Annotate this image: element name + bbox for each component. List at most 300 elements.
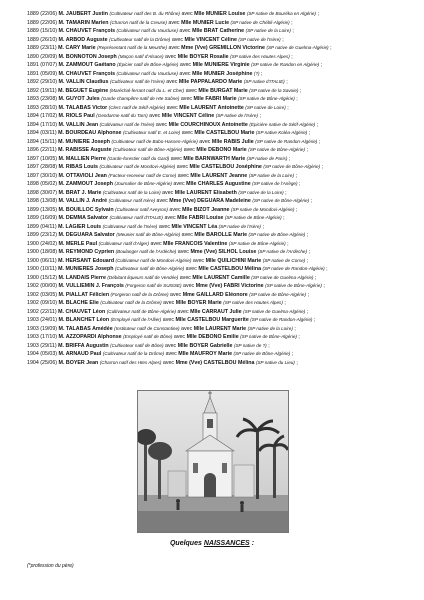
entry-date: 1897 (28/08) [27,164,58,170]
connector: avec [149,113,161,119]
bride-note: (SP native de l'Isère) [215,113,259,118]
bride-note: (SP native de Bône-Algérie) [249,291,306,297]
line-end: ; [306,257,309,264]
line-end: ; [299,87,302,94]
connector: avec [165,351,177,357]
bride-note: (SP native de Paris) [246,155,288,161]
bride-note: (?) [253,70,260,76]
connector: avec [165,342,177,349]
groom-note: (Épicier natif de Bône-Algérie) [117,62,179,67]
section-prefix: Quelques [169,540,202,547]
connector: avec [177,172,189,179]
bride-name: Mlle MUNIER Louise [194,11,246,17]
connector: avec [177,249,189,255]
bride-note: (SP native de la Loire) [247,325,293,331]
connector: avec [173,181,185,187]
entry-date: 1904 (25/06) [27,359,58,366]
connector: avec [170,155,182,162]
marriage-entry [27,291,422,300]
marriage-entry [27,316,422,325]
groom-note: (Maréchal-ferrant natif du L. et Cher) [109,87,185,93]
groom-name: M. BLACHE Elie [58,300,99,306]
entry-date: 1898 (05/02) [27,181,58,187]
line-end: ; [310,198,313,204]
entry-date: 1900 (18/08) [27,249,58,255]
line-end: ; [330,45,332,51]
marriage-entry [27,333,422,342]
bride-name: Mlle CASTELBOU Marguerite [175,317,249,323]
groom-name: M. RIBAS Louis [58,164,98,170]
groom-name: M. MUNIERE Joseph [58,138,110,145]
line-end: ; [285,189,287,196]
bride-name: Mlle MAUFROY Marie [178,351,233,357]
bride-note: (SP native de Bône-Algérie) [263,164,321,169]
entry-date: 1902 (22/11) [27,308,57,315]
entry-date: 1893 (23/08) [27,96,58,102]
entry-date: 1898 (13/08) [27,198,58,204]
bride-name: Mlle BURGAT Marie [198,87,248,94]
line-end: ; [291,351,294,357]
entry-date: 1893 (28/10) [27,104,58,111]
marriage-entry [27,240,422,249]
marriage-entry [27,214,422,223]
bride-note: (SP native de Bône-Algérie) [240,334,297,339]
entry-date: 1900 (15/12) [27,274,58,281]
groom-name: M. OTTAVIOLI Jean [58,172,107,179]
bride-note: (SP native de Guelma-Algérie) [251,274,314,280]
line-end: ; [292,28,294,34]
bride-name: Mme (Vve) DEGUARA Madeleine [169,198,251,204]
connector: avec [150,240,162,247]
entry-date: 1894 (03/11) [27,130,57,136]
bride-note: (SP native de ?) [233,342,267,348]
bride-name: Mme (Vve) GREMILLON Victorine [181,45,265,51]
church-illustration [138,391,288,532]
marriage-entry [27,248,422,257]
line-end: ; [296,359,298,366]
groom-name: M. LANDAIS Pierre [58,274,106,281]
groom-name: M. BONNOTON Joseph [58,53,117,60]
entry-date: 1902 (09/10) [27,300,58,306]
bride-note: (SP native de l'Isère) [218,223,261,229]
line-end: ; [268,342,270,349]
groom-note: (Clerc natif de Sétif-Algérie) [108,104,166,110]
line-end: ; [307,291,309,298]
bride-name: Mlle CASTELBOU Mélina [198,266,262,272]
groom-name: M. CHAUVET François [58,70,116,77]
groom-name: M. ARBOD Auguste [58,36,108,43]
groom-note: (Cultivateur natif de Babo-Hassen-Algérie) [111,138,198,144]
groom-name: M. BRAT J. Marie [58,189,102,196]
bride-note: (SP native de Mondovi-Algérie) [230,206,295,212]
bride-note: (SP native des Hautes Alpes) [230,53,290,59]
groom-name: M. MUNIERES Joseph [58,266,114,272]
groom-name: M. TAMARIN Marien [58,19,109,26]
bride-name: Mlle CHARLES Augustine [186,181,251,187]
entry-date: 1900 (10/11) [27,266,57,272]
entry-date: 1890 (20/09) [27,53,58,60]
bride-name: Mlle BIZOT Jeanne [182,206,230,213]
groom-note: (Employé natif de l'Allier) [110,317,162,322]
footnote: (*profession du père) [27,563,74,569]
bride-name: Mlle VINCENT Céline [161,113,215,119]
connector: avec [155,121,168,128]
connector: avec [185,87,197,94]
bride-name: Mlle RABIS Julie [211,138,254,145]
entry-date: 1897 (30/10) [27,172,58,179]
entry-date: 1902 (03/05) [27,291,58,298]
bride-name: Mlle CARRAUT Julie [190,308,242,315]
groom-note: (Instituteur natif de Constantine) [114,325,180,331]
groom-note: (Journalier de Bône-Algérie) [114,181,172,186]
groom-note: (Garde champêtre natif de Hte Saône) [101,96,180,101]
marriage-entry [27,257,422,266]
groom-note: (Cultivateur natif de Bône) [110,342,164,348]
entry-date: 1889 (26/10) [27,36,58,43]
line-end: ; [308,130,311,136]
groom-name: M. HERSANT Edouard [58,257,115,264]
bride-name: Mlle BRAT Catherine [192,28,245,34]
bride-name: Mme (Vve) SILHOL Louise [190,249,257,255]
groom-name: M. BOURDEAU Alphonse [58,130,122,136]
groom-name: M. LAGIER Louis [58,223,102,230]
connector: avec [179,274,191,281]
line-end: ; [299,181,301,187]
line-end: ; [259,113,261,119]
line-end: ; [321,164,324,170]
bride-note: (SP native de la Loire) [238,189,284,195]
connector: avec [158,223,171,230]
line-end: ; [286,79,288,85]
line-end: ; [294,325,296,332]
groom-name: M. GUYOT Jules [58,96,100,102]
entry-date: 1892 (29/10) [27,79,58,85]
connector: avec [181,130,193,136]
marriage-entry [27,87,422,96]
bride-name: Mlle MUNIERE Virginie [192,62,250,68]
line-end: ; [308,249,310,255]
line-end: ; [313,317,316,323]
line-end: ; [306,147,308,153]
bride-name: Mlle BOYER Gabrielle [177,342,233,349]
connector: avec [181,325,193,332]
marriage-entry [27,27,422,36]
line-end: ; [295,206,298,213]
marriage-entry [27,350,422,359]
bride-name: Mlle DEBONO Marie [196,147,247,153]
connector: avec [185,266,197,272]
groom-note: (Facteur-receveur natif de Corse) [108,172,177,178]
groom-note: (Débitant liqueurs natif de Vendée) [107,274,179,280]
groom-name: M. VALLIN J. André [58,198,108,204]
groom-note: (Garde-forestier natif du Gard) [107,155,170,161]
bride-note: (SP native de Bône-Algérie) [224,215,282,220]
entry-date: 1903 (17/10) [27,334,58,340]
entry-date: 1900 (24/02) [27,240,58,247]
entry-date: 1903 (24/01) [27,317,58,323]
line-end: ; [261,70,263,77]
groom-name: M. CARY Marie [58,45,96,51]
groom-name: M. TALABAS Victor [58,104,108,111]
bride-name: Mme (Vve) FABRI Victorine [195,283,264,289]
bride-name: Mlle MUNIER Joséphine [192,70,253,77]
marriage-entry [27,180,422,189]
connector: avec [179,62,192,68]
groom-note: (Cultivateur natif de Mondovi-Algérie) [115,257,192,263]
connector: avec [168,19,180,26]
groom-name: M. BLANCHET Léon [58,317,110,323]
groom-note: (Cultivateur natif Aveyron) [115,206,168,212]
bride-name: Mlle LAURENT Marie [193,325,247,332]
marriage-entry [27,129,422,138]
entry-date: 1899 (23/12) [27,232,58,238]
entry-date: 1889 (23/11) [27,45,57,51]
bride-name: Mlle MUNIER Lucie [181,19,230,26]
marriage-entry [27,223,422,232]
marriage-entry [27,274,422,283]
bride-name: Mlle FRANCOIS Valentine [163,240,228,247]
line-end: ; [314,274,317,281]
connector: avec [162,359,175,366]
marriage-entry [27,44,422,53]
bride-note: (SP native de Bône-Algérie) [233,351,291,356]
section-suffix: : [251,540,255,547]
bride-note: (SP native de Bouréka en Algérie) [246,11,316,16]
marriage-entry [27,265,422,274]
connector: avec [163,300,175,306]
groom-note: (Cultivateur natif d'Alger) [98,240,149,246]
line-end: ; [288,155,291,162]
bride-name: Mlle FABRI Marie [193,96,237,102]
entry-date: 1896 (22/11) [27,147,57,153]
groom-name: M. TALABAS Amédée [58,325,113,332]
bride-name: Mlle VINCENT Céline [184,36,237,43]
groom-name: M. DEGUARA Salvator [58,232,115,238]
connector: avec [165,53,177,60]
connector: avec [162,317,174,323]
marriage-entry [27,282,422,291]
groom-name: M. ARNAUD Paul [58,351,102,357]
connector: avec [183,147,195,153]
bride-name: Mlle BOYER Marie [175,300,222,306]
marriage-entry [27,53,422,62]
connector: avec [179,28,191,34]
line-end: ; [306,308,309,315]
connector: avec [176,164,188,170]
marriage-entry [27,206,422,215]
marriage-entry [27,19,422,28]
bride-name: Mlle BARNWARTH Marie [183,155,246,162]
entry-date: 1899 (04/11) [27,223,57,230]
bride-name: Mlle LAURENT Camille [192,274,250,281]
entry-date: 1892 (19/11) [27,87,57,94]
marriage-entry [27,163,422,172]
connector: avec [183,283,195,289]
connector: avec [156,198,168,204]
bride-name: Mlle BOYER Rosalie [177,53,229,60]
marriage-entry [27,325,422,334]
entry-date: 1903 (29/11) [27,342,57,349]
entry-date: 1894 (17/02) [27,113,58,119]
groom-note: (Employé natif de Bône) [123,334,173,339]
bride-name: Mlle CASTELBOU Marie [194,130,255,136]
groom-name: M. DEMMA Salvator [58,215,109,221]
groom-note: (Cultivateur natif des B. du Rhône) [109,11,180,16]
groom-name: M. BOUILLOC Sylvain [58,206,114,213]
groom-name: M. VALLIN Claudius [58,79,109,85]
bride-note: (SP native de l'Isère) [238,36,281,42]
line-end: ; [316,121,319,128]
groom-note: (Cultivateur natif de Bône-Algérie) [113,147,183,152]
bride-name: Mlle PAPPALARDO Marie [178,79,243,85]
bride-note: (SP native de Randon-Algérie) [250,317,313,322]
connector: avec [181,11,193,17]
groom-note: (Cultivateur natif Isère) [108,198,156,203]
connector: avec [166,79,178,85]
line-end: ; [287,240,289,247]
bride-note: (SP native de Randon en Algérie) [251,62,320,67]
groom-note: (Cultivateur natif de l'Isère) [99,121,155,127]
marriage-entry [27,95,422,104]
line-end: ; [318,138,321,145]
line-end: ; [323,283,325,289]
entry-date: 1889 (15/10) [27,28,58,34]
line-end: ; [291,19,293,26]
connector: avec [181,232,193,238]
marriage-entry [27,197,422,206]
connector: avec [180,96,193,102]
groom-name: M. MALLIEN Pierre [58,155,106,162]
bride-note: (SP native de la Loire) [245,28,291,33]
bride-name: Mlle FABRI Louise [177,215,224,221]
groom-name: M. CHAUVET Léon [58,308,106,315]
connector: avec [199,138,211,145]
bride-note: (SP native de Bône-Algérie) [252,198,310,203]
bride-note: (SP native de Chébli-Algérie) [230,19,290,25]
line-end: ; [287,104,289,111]
bride-note: (SP native de Bône-Algérie) [265,283,322,288]
bride-name: Mlle LAURENT Elisabeth [174,189,237,196]
connector: avec [171,36,184,43]
groom-name: M. MERLE Paul [58,240,98,247]
marriage-entry [27,172,422,181]
bride-name: Mlle QUILICHINI Marie [205,257,262,264]
groom-name: M. BOYER Jean [58,359,99,366]
line-end: ; [291,53,293,60]
connector: avec [179,70,191,77]
groom-note: (Cultivateur natif d'ITALIE) [109,215,163,220]
section-heading [0,540,424,547]
groom-note: (Cultivateur natif de l'Isère) [102,223,158,229]
entry-date: 1894 (15/11) [27,138,57,145]
bride-note: (SP native de Bône-Algérie) [238,96,295,101]
marriage-entry [27,70,422,79]
bride-name: Mlle LAURENT Antoinette [179,104,244,111]
bride-note: (SP native d'ITALIE) [243,79,285,84]
bride-note: (SP native Koléa-Algérie) [255,130,308,135]
groom-note: (Forgeron natif de la Drôme) [110,291,169,297]
marriage-list [27,10,422,367]
groom-name: M. VULLIEMIN J. François [58,283,124,289]
groom-note: (Cultivateur natif de Bône-Algérie) [106,308,176,314]
groom-name: M. REYMOND Cyprien [58,249,115,255]
marriage-entry [27,231,422,240]
groom-note: (Cultivateur natif de l'Isère) [109,79,165,84]
entry-date: 1902 (00/00) [27,283,58,289]
line-end: ; [262,223,264,230]
line-end: ; [306,232,309,238]
church-photo [137,390,289,533]
groom-name: M. VALLIN Jean [58,121,99,128]
section-title: NAISSANCES [203,540,250,547]
bride-note: (SP native de Randon-Algérie) [262,266,325,271]
entry-date: 1900 (06/11) [27,257,57,264]
bride-note: (SP native de Bône-Algérie) [228,240,286,246]
groom-note: (Cultivateur natif de Bône-Algérie) [114,266,185,271]
line-end: ; [283,215,285,221]
groom-name: M. JAUBERT Justin [58,11,108,17]
marriage-entry [27,10,422,19]
marriage-entry [27,342,422,351]
entry-date: 1891 (05/09) [27,70,58,77]
entry-date: 1889 (22/06) [27,11,58,17]
bride-note: (SP native de l'Ardèche) [257,249,308,254]
bride-note: (SP native de Guelma-Algérie) [266,45,329,50]
groom-name: M. BEGUET Eugène [58,87,109,94]
bride-note: (SP native de la Savoie) [249,87,299,93]
entry-date: 1903 (19/09) [27,325,58,332]
connector: avec [173,334,186,340]
connector: avec [170,291,182,298]
groom-note: (Boulanger natif de l'Ardèche) [115,249,177,254]
bride-note: (SP native de Corse) [262,257,306,263]
marriage-entry [27,189,422,198]
line-end: ; [282,36,284,43]
bride-note: (SP native de la Loire) [248,172,294,178]
groom-note: (Cultivateur natif du Vaucluse) [116,28,178,33]
bride-note: (SP native de Loire) [245,104,286,110]
entry-date: 1898 (30/07) [27,189,58,196]
bride-name: Mlle CASTELBOU Joséphine [189,164,262,170]
groom-note: (Gendarme natif du Tarn) [96,113,148,118]
groom-name: M. ZAMMOUT Gaétano [58,62,116,68]
groom-note: (Forgeron natif de SUISSE) [125,283,182,288]
marriage-entry [27,138,422,147]
groom-note: (Cultivateur natif du Vaucluse) [116,70,178,76]
groom-name: M. CHAUVET François [58,28,116,34]
marriage-entry [27,78,422,87]
bride-note: (SP native de Guelma-Algérie) [243,308,306,314]
line-end: ; [326,266,328,272]
marriage-entry [27,112,422,121]
groom-note: (Cultivateur natif de la Drôme) [109,36,171,42]
marriage-entry [27,61,422,70]
marriage-entry [27,308,422,317]
line-end: ; [320,62,323,68]
entry-date: 1899 (16/09) [27,215,58,221]
marriage-entry [27,36,422,45]
bride-name: Mme (Vve) CASTELBOU Mélina [175,359,255,366]
marriage-entry [27,104,422,113]
bride-name: Mlle COURCHINOUX Antoinette [168,121,248,128]
line-end: ; [317,11,319,17]
bride-note: (SP native de Randon-Algérie) [255,138,318,144]
groom-name: M. RABISSE Auguste [58,147,112,153]
groom-note: (Charron natif des Htes Alpes) [99,359,162,365]
bride-note: (SP native de l'Ariège) [252,181,298,186]
connector: avec [169,206,181,213]
groom-note: (Représentant natif de la Meurthe) [97,45,167,50]
